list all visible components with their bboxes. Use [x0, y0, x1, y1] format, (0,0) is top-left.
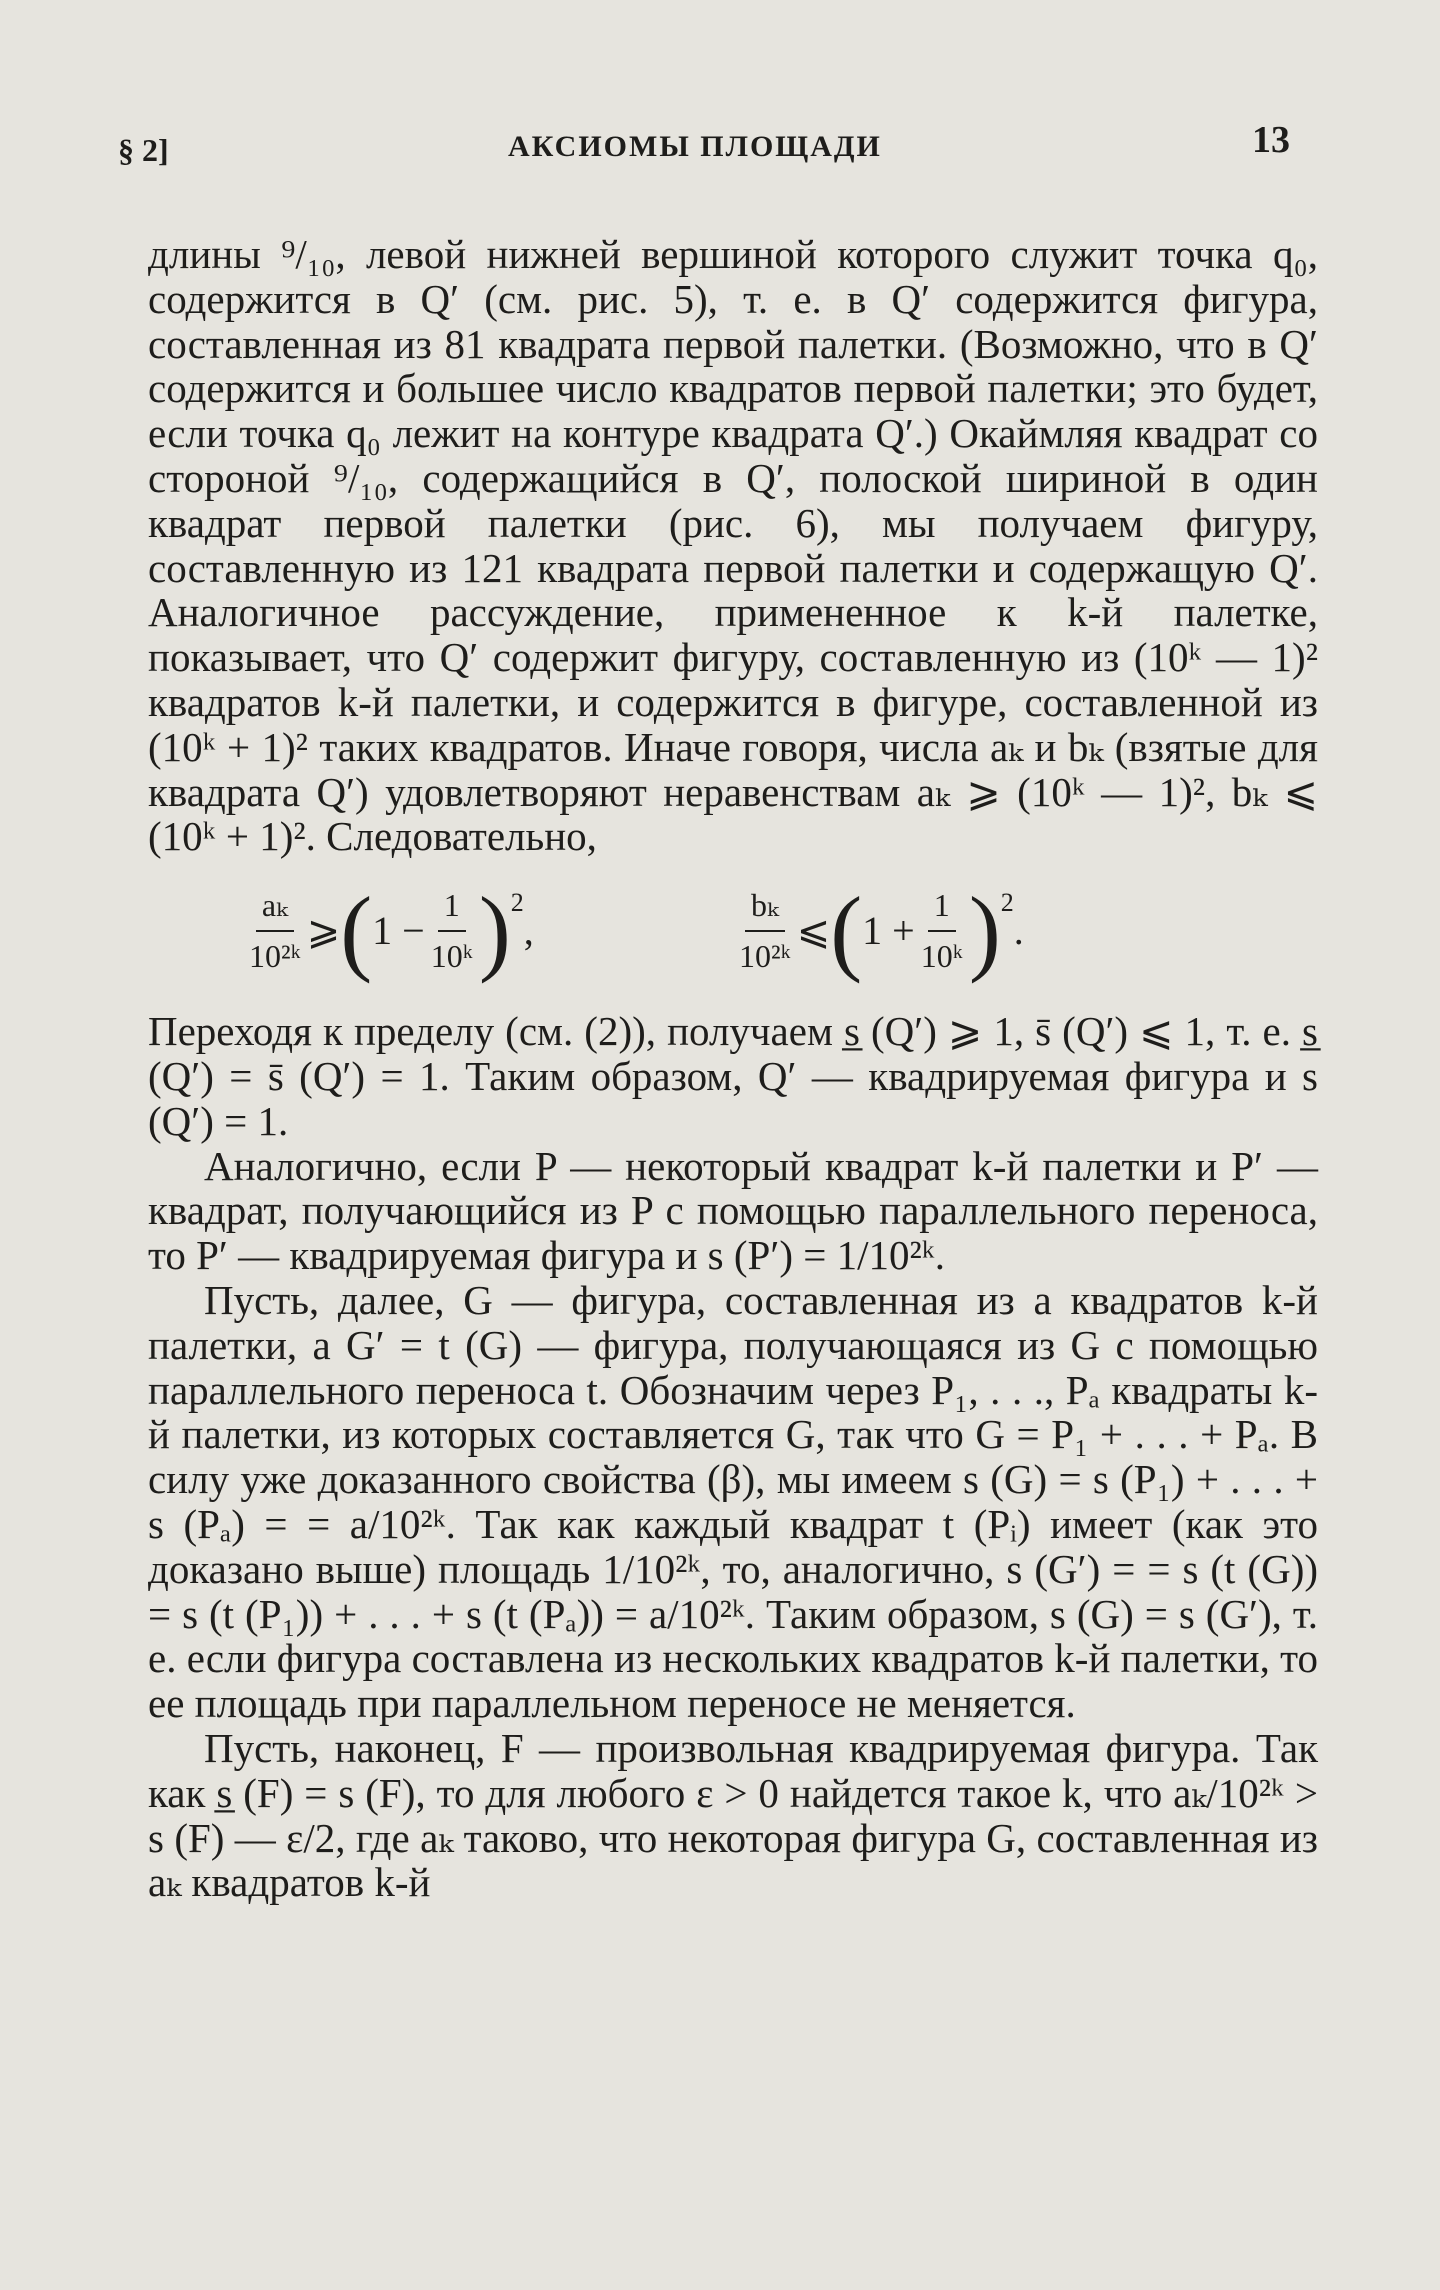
- running-title: АКСИОМЫ ПЛОЩАДИ: [508, 130, 882, 163]
- page-number: 13: [1252, 119, 1290, 161]
- fraction-ak: [249, 883, 301, 979]
- fraction-denominator: 10²ᵏ: [249, 938, 301, 975]
- fraction-inner: [431, 883, 473, 979]
- square-exponent: 2: [1000, 888, 1014, 918]
- fraction-numerator: 1: [928, 883, 956, 932]
- paren-open: (: [830, 877, 863, 985]
- paragraph-5: Пусть, наконец, F — произвольная квадрируемая фигура. Так как s̲ (F) = s (F), то для любого ε > 0 найдется такое k, что aₖ/10²ᵏ > s (F) — ε/2, где aₖ таково, что некоторая фигура G, составленная из aₖ квадратов k-й: [148, 1724, 1318, 1906]
- one-minus: 1 −: [372, 907, 425, 953]
- paragraph-2: Переходя к пределу (см. (2)), получаем s̲ (Q′) ⩾ 1, s̄ (Q′) ⩽ 1, т. е. s̲ (Q′) = s̄ (Q′) = 1. Таким образом, Q′ — квадрируемая фигура и s (Q′) = 1.: [148, 1008, 1318, 1144]
- paren-close: ): [478, 877, 511, 985]
- paren-close: ): [968, 877, 1001, 985]
- fraction-denominator: 10ᵏ: [920, 938, 963, 975]
- fraction-denominator: 10²ᵏ: [739, 938, 791, 975]
- section-marker: § 2]: [118, 132, 169, 168]
- period: .: [1013, 907, 1024, 953]
- square-exponent: 2: [510, 888, 524, 918]
- paragraph-4: Пусть, далее, G — фигура, составленная из a квадратов k-й палетки, а G′ = t (G) — фигура, получающаяся из G с помощью параллельного переноса t. Обозначим через P₁, . . ., Pₐ квадраты k-й палетки, из которых составляется G, так что G = P₁ + . . . + Pₐ. В силу уже доказанного свойства (β), мы имеем s (G) = s (P₁) + . . . + s (Pₐ) = = a/10²ᵏ. Так как каждый квадрат t (Pᵢ) имеет (как это доказано выше) площадь 1/10²ᵏ, то, аналогично, s (G′) = = s (t (G)) = s (t (P₁)) + . . . + s (t (Pₐ)) = a/10²ᵏ. Таким образом, s (G) = s (G′), т. е. если фигура составлена из нескольких квадратов k-й палетки, то ее площадь при параллельном переносе не меняется.: [148, 1276, 1318, 1727]
- relation-leq: ⩽: [796, 907, 831, 953]
- paragraph-3: Аналогично, если P — некоторый квадрат k-й палетки и P′ — квадрат, получающийся из P с помощью параллельного переноса, то P′ — квадрируемая фигура и s (P′) = 1/10²ᵏ.: [148, 1142, 1318, 1279]
- relation-geq: ⩾: [306, 907, 341, 953]
- comma: ,: [523, 907, 534, 953]
- running-header: [118, 118, 1290, 168]
- fraction-bk: [739, 883, 791, 979]
- fraction-numerator: bₖ: [745, 883, 785, 932]
- page-body: [148, 232, 1318, 1905]
- fraction-numerator: aₖ: [256, 883, 294, 932]
- inequality-formula: [148, 859, 1318, 1009]
- formula-right: [733, 877, 1024, 985]
- fraction-numerator: 1: [438, 883, 466, 932]
- one-plus: 1 +: [862, 907, 915, 953]
- paragraph-1: длины ⁹/₁₀, левой нижней вершиной которого служит точка q₀, содержится в Q′ (см. рис. 5), т. е. в Q′ содержится фигура, составленная из 81 квадрата первой палетки. (Возможно, что в Q′ содержится и большее число квадратов первой палетки; это будет, если точка q₀ лежит на контуре квадрата Q′.) Окаймляя квадрат со стороной ⁹/₁₀, содержащийся в Q′, полоской шириной в один квадрат первой палетки (рис. 6), мы получаем фигуру, составленную из 121 квадрата первой палетки и содержащую Q′. Аналогичное рассуждение, примененное к k-й палетке, показывает, что Q′ содержит фигуру, составленную из (10ᵏ — 1)² квадратов k-й палетки, и содержится в фигуре, составленной из (10ᵏ + 1)² таких квадратов. Иначе говоря, числа aₖ и bₖ (взятые для квадрата Q′) удовлетворяют неравенствам aₖ ⩾ (10ᵏ — 1)², bₖ ⩽ (10ᵏ + 1)². Следовательно,: [148, 231, 1318, 860]
- fraction-denominator: 10ᵏ: [430, 938, 473, 975]
- fraction-inner: [921, 883, 963, 979]
- paren-open: (: [340, 877, 373, 985]
- formula-left: [243, 877, 534, 985]
